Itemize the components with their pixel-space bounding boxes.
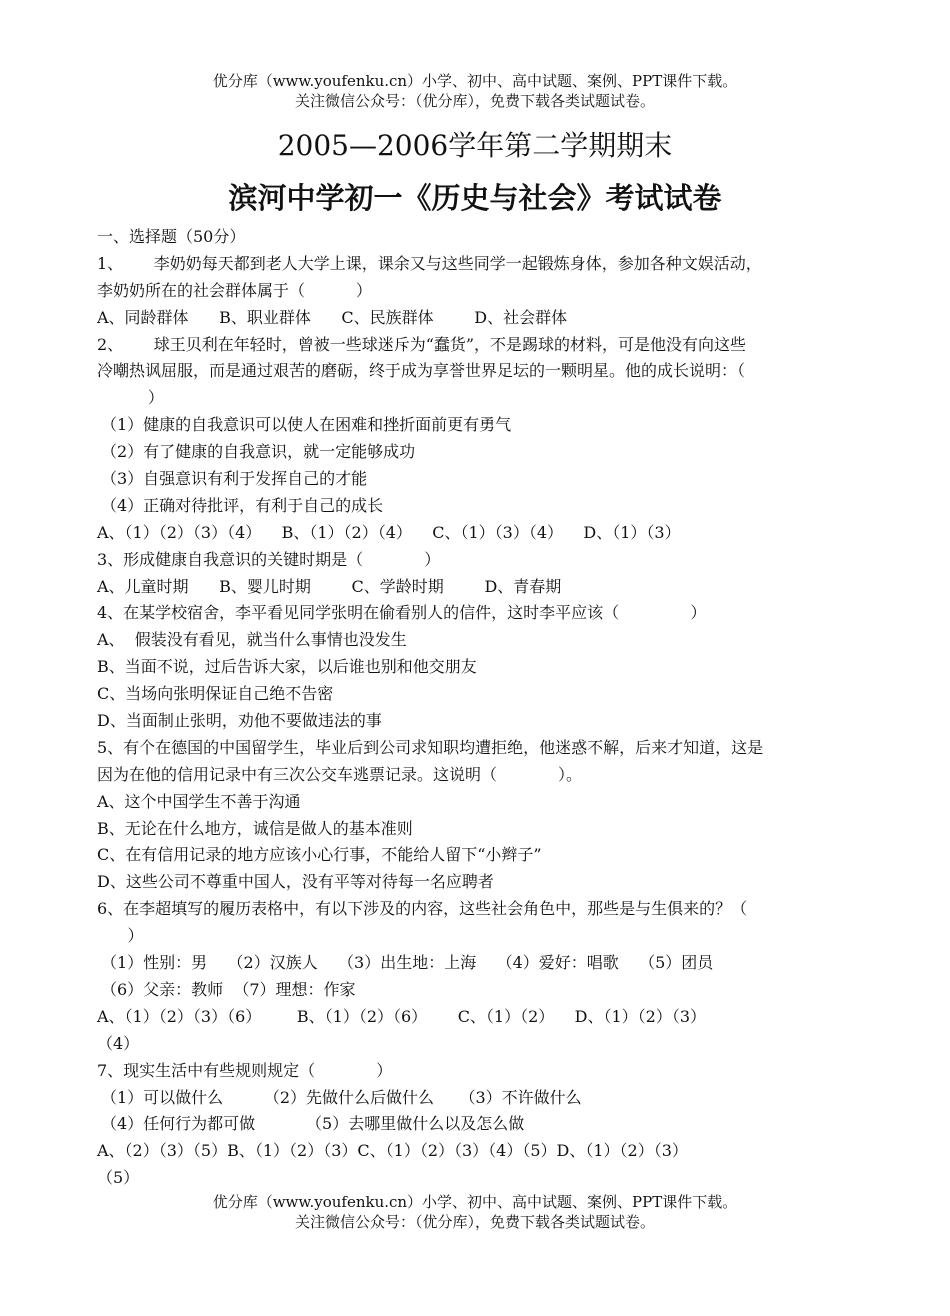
q4-option-d: D、当面制止张明，劝他不要做违法的事 bbox=[97, 711, 382, 731]
q6-stem-line-1: 6、在李超填写的履历表格中，有以下涉及的内容，这些社会角色中，那些是与生俱来的？（ bbox=[97, 899, 748, 919]
exam-title-main: 滨河中学初一《历史与社会》考试试卷 bbox=[228, 181, 722, 215]
q6-options-line-2: （4） bbox=[97, 1033, 140, 1053]
section-heading: 一、选择题（50分） bbox=[97, 227, 246, 246]
q4-option-b: B、当面不说，过后告诉大家，以后谁也别和他交朋友 bbox=[97, 657, 477, 677]
q2-options: A、（1）（2）（3）（4） B、（1）（2）（4） C、（1）（3）（4） D、（1）（3） bbox=[97, 522, 681, 542]
q2-item-4: （4）正确对待批评，有利于自己的成长 bbox=[101, 495, 384, 515]
q1-stem-line-2: 李奶奶所在的社会群体属于（ ） bbox=[97, 280, 372, 300]
q2-stem-line-2: 冷嘲热讽屈服，而是通过艰苦的磨砺，终于成为享誉世界足坛的一颗明星。他的成长说明：（ bbox=[97, 361, 746, 381]
q7-options-line-2: （5） bbox=[97, 1168, 140, 1188]
q5-stem-line-1: 5、有个在德国的中国留学生，毕业后到公司求知职均遭拒绝，他迷惑不解，后来才知道，这是 bbox=[97, 737, 764, 757]
q2-item-3: （3）自强意识有利于发挥自己的才能 bbox=[101, 469, 368, 489]
footer-line-1: 优分库（www.youfenku.cn）小学、初中、高中试题、案例、PPT课件下载。 bbox=[212, 1193, 738, 1211]
q6-items-line-1: （1）性别：男 （2）汉族人 （3）出生地：上海 （4）爱好：唱歌 （5）团员 bbox=[101, 953, 714, 973]
q5-option-a: A、这个中国学生不善于沟通 bbox=[97, 791, 301, 811]
exam-body bbox=[97, 224, 857, 1192]
q2-item-1: （1）健康的自我意识可以使人在困难和挫折面前更有勇气 bbox=[101, 415, 512, 435]
q6-items-line-2: （6）父亲：教师 （7）理想：作家 bbox=[101, 979, 356, 999]
q4-stem: 4、在某学校宿舍，李平看见同学张明在偷看别人的信件，这时李平应该（ ） bbox=[97, 603, 707, 623]
q7-items-line-2: （4）任何行为都可做 （5）去哪里做什么以及怎么做 bbox=[101, 1114, 525, 1134]
q4-option-c: C、当场向张明保证自己绝不告密 bbox=[97, 684, 334, 704]
header-line-2: 关注微信公众号：（优分库），免费下载各类试题试卷。 bbox=[294, 92, 655, 110]
q4-option-a: A、 假装没有看见，就当什么事情也没发生 bbox=[97, 630, 407, 650]
q5-option-d: D、这些公司不尊重中国人，没有平等对待每一名应聘者 bbox=[97, 872, 494, 892]
q1-stem-line-1: 1、 李奶奶每天都到老人大学上课，课余又与这些同学一起锻炼身体，参加各种文娱活动， bbox=[97, 253, 762, 273]
q2-stem-line-1: 2、 球王贝利在年轻时，曾被一些球迷斥为“蠢货”，不是踢球的材料，可是他没有向这些 bbox=[97, 334, 747, 354]
q6-stem-line-2: ） bbox=[97, 926, 144, 946]
q6-options-line-1: A、（1）（2）（3）（6） B、（1）（2）（6） C、（1）（2） D、（1）（2）（3） bbox=[97, 1006, 707, 1026]
footer-line-2: 关注微信公众号：（优分库），免费下载各类试题试卷。 bbox=[294, 1213, 655, 1231]
q7-items-line-1: （1）可以做什么 （2）先做什么后做什么 （3）不许做什么 bbox=[101, 1087, 582, 1107]
q5-option-c: C、在有信用记录的地方应该小心行事，不能给人留下“小辫子” bbox=[97, 845, 542, 865]
q5-option-b: B、无论在什么地方，诚信是做人的基本准则 bbox=[97, 818, 413, 838]
q3-stem: 3、形成健康自我意识的关键时期是（ ） bbox=[97, 549, 441, 569]
q3-options: A、儿童时期 B、婴儿时期 C、学龄时期 D、青春期 bbox=[97, 576, 562, 596]
header-line-1: 优分库（www.youfenku.cn）小学、初中、高中试题、案例、PPT课件下载。 bbox=[212, 72, 738, 90]
exam-title-term: 2005—2006学年第二学期期末 bbox=[277, 129, 673, 162]
q2-stem-line-3: ） bbox=[97, 388, 164, 408]
q2-item-2: （2）有了健康的自我意识，就一定能够成功 bbox=[101, 442, 416, 462]
q7-options-line-1: A、（2）（3）（5）B、（1）（2）（3）C、（1）（2）（3）（4）（5）D、（1）（2）（3） bbox=[97, 1141, 688, 1161]
q5-stem-line-2: 因为在他的信用记录中有三次公交车逃票记录。这说明（ ）。 bbox=[97, 764, 583, 784]
q7-stem: 7、现实生活中有些规则规定（ ） bbox=[97, 1060, 393, 1080]
q1-options: A、同龄群体 B、职业群体 C、民族群体 D、社会群体 bbox=[97, 307, 568, 327]
